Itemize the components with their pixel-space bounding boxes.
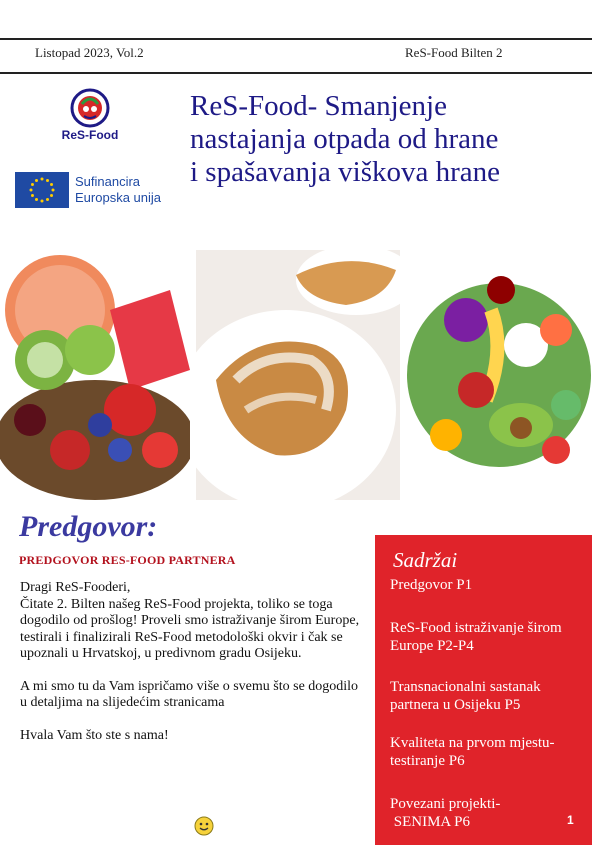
foreword-title: Predgovor:	[19, 510, 158, 543]
eu-cofunded-logo	[15, 172, 175, 208]
res-food-logo-text: ReS-Food	[61, 128, 119, 142]
issue-label: Listopad 2023, Vol.2	[35, 45, 144, 60]
contents-item-1[interactable]: Predgovor P1	[390, 577, 473, 593]
title-line-2: nastajanja otpada od hrane	[190, 123, 499, 155]
page-title	[190, 90, 590, 189]
contents-item-4[interactable]: Kvaliteta na prvom mjestu-testiranje P6	[390, 735, 555, 769]
eu-flag-icon	[15, 172, 69, 208]
foreword-paragraph-2: A mi smo tu da Vam ispričamo više o svemu što se dogodilo u detaljima na slijedećim stranicama	[20, 678, 359, 710]
page-number: 1	[567, 813, 574, 827]
res-food-logo-icon	[55, 88, 125, 132]
contents-item-5[interactable]: Povezani projekti- SENIMA P6	[390, 796, 501, 830]
croissant-photo	[196, 250, 400, 500]
foreword-paragraph-1: Dragi ReS-Fooderi, Čitate 2. Bilten našeg ReS-Food projekta, toliko se toga dogodilo od prošlog! Proveli smo istraživanje širom Europe, testirali i finalizirali ReS-Food metodološki okvir i čak se upoznali u Hrvatskoj, u predivnom gradu Osijeku.	[20, 580, 360, 661]
contents-sidebar	[375, 535, 592, 845]
contents-item-2[interactable]: ReS-Food istraživanje širom Europe P2-P4	[390, 620, 562, 654]
contents-heading: Sadržai	[393, 548, 458, 572]
res-food-logo	[55, 88, 125, 148]
foreword-body	[20, 580, 360, 760]
bulletin-label: ReS-Food Bilten 2	[405, 45, 503, 60]
contents-item-3[interactable]: Transnacionalni sastanak partnera u Osijeku P5	[390, 679, 541, 713]
header-bottom-rule	[0, 72, 592, 74]
foreword-paragraph-3: Hvala Vam što ste s nama!	[20, 727, 169, 743]
header-top-rule	[0, 38, 592, 40]
eu-line-2: Europska unija	[75, 190, 161, 205]
eu-line-1: Sufinancira	[75, 174, 141, 189]
fruit-bowl-photo	[0, 250, 190, 500]
title-line-1: ReS-Food- Smanjenje	[190, 90, 447, 122]
foreword-subtitle: PREDGOVOR RES-FOOD PARTNERA	[19, 553, 236, 567]
title-line-3: i spašavanja viškova hrane	[190, 156, 501, 188]
smiley-icon	[194, 816, 214, 841]
vegetables-photo	[406, 250, 592, 500]
